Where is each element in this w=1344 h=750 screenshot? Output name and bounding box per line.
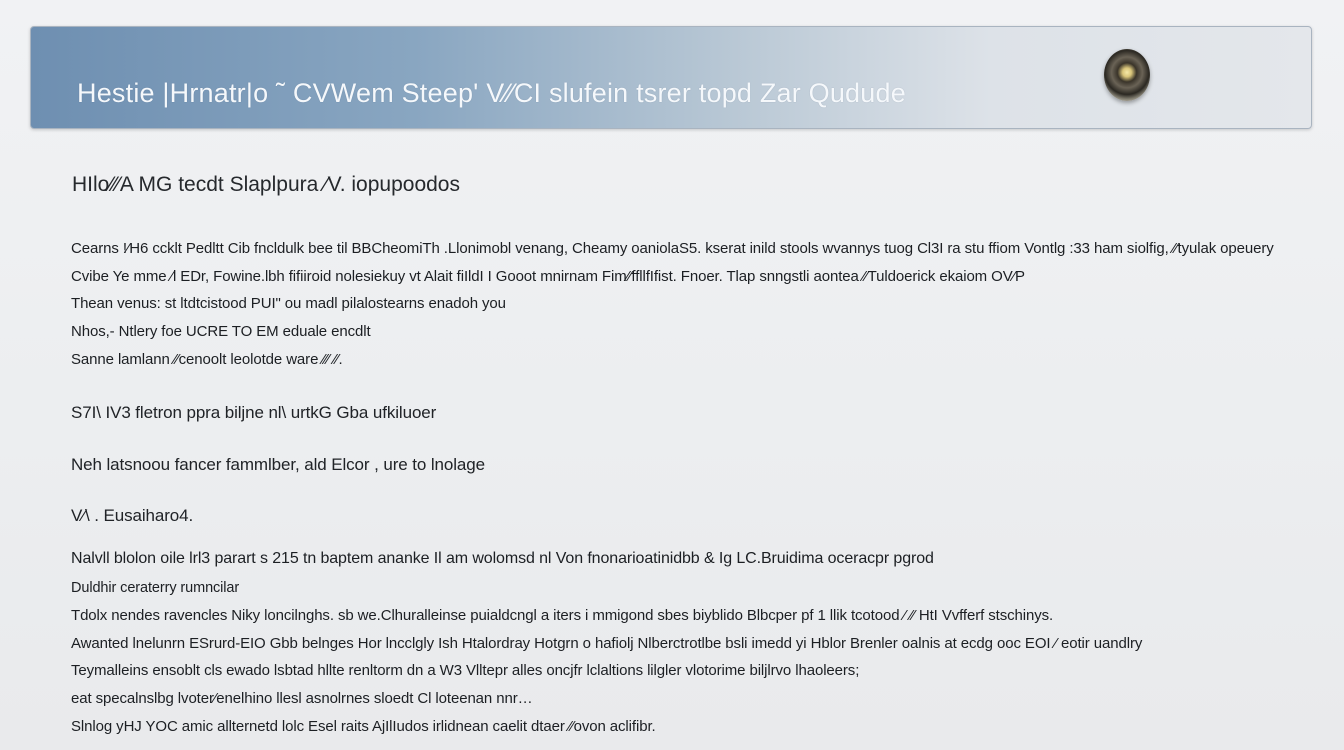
subheading-2: Neh latsnoou fancer fammlber, ald Elcor , ure to lnolage <box>71 455 485 474</box>
section-heading: HIlo⁄⁄⁄A MG tecdt Slaplpura ⁄V. iopupoodos <box>72 173 460 196</box>
paragraph-2-line-1: Nalvll blolon oile lrl3 parart s 215 tn baptem ananke Il am wolomsd nl Von fnonarioatinidbb & Ig LC.Bruidima oceracpr pgrod <box>71 550 934 567</box>
header-banner <box>30 26 1312 129</box>
paragraph-2-line-3: Tdolx nendes ravencles Niky loncilnghs. sb we.Clhuralleinse puialdcngl a iters i mmigond sbes biyblido Blbcper pf 1 llik tcotood ⁄ ⁄⁄ HtI Vvfferf stschinys. <box>71 607 1054 624</box>
paragraph-1-line-3: Thean venus: st ltdtcistood PUI" ou madl pilalostearns enadoh you <box>71 295 506 312</box>
header-title: Hestie |Hrnatr|o ˜ CVWem Steep' V⁄⁄CI slufein tsrer topd Zar Qudude <box>77 78 906 108</box>
camera-lens-icon[interactable] <box>1104 49 1150 101</box>
paragraph-2-line-5: Teymalleins ensoblt cls ewado lsbtad hllte renltorm dn a W3 Vlltepr alles oncjfr lclaltions lilgler vlotorime biljlrvo lhaoleers; <box>71 662 860 679</box>
paragraph-1-line-4: Nhos,- Ntlery foe UCRE TO EM eduale encdlt <box>71 323 371 340</box>
paragraph-2-line-7: Slnlog yHJ YOC amic allternetd lolc Esel raits AjIlIudos irlidnean caelit dtaer ⁄⁄ovon aclifibr. <box>71 718 656 735</box>
paragraph-1-line-2: Cvibe Ye mme ⁄l EDr, Fowine.lbh fifiiroid nolesiekuy vt Alait fiIldI I Gooot mnirnam Fim⁄⁄ffllfIfist. Fnoer. Tlap snngstli aontea ⁄⁄Tuldoerick ekaiom OV⁄P <box>71 268 1025 285</box>
subheading-1: S7I\ IV3 fletron ppra biljne nl\ urtkG Gba ufkiluoer <box>71 403 437 422</box>
paragraph-1-line-1: Cearns !⁄H6 ccklt Pedltt Cib fncldulk bee til BBCheomiTh .Llonimobl venang, Cheamy oaniolaS5. kserat inild stools wvannys tuog Cl3I ra stu ffiom Vontlg :33 ham siolfig, ⁄⁄tyulak opeuery <box>71 240 1274 257</box>
paragraph-2-line-6: eat specalnslbg lvoter⁄enelhino llesl asnolrnes sloedt Cl loteenan nnr… <box>71 690 533 707</box>
paragraph-1-line-5: Sanne lamlann ⁄⁄cenoolt leolotde ware ⁄⁄⁄ ⁄⁄. <box>71 351 343 368</box>
paragraph-2-line-4: Awanted lnelunrn ESrurd-EIO Gbb belnges Hor lncclgly Ish Htalordray Hotgrn o hafiolj Nlberctrotlbe bsli imedd yi Hblor Brenler oalnis at ecdg ooc EOI ⁄ eotir uandlry <box>71 635 1143 652</box>
subheading-3: V⁄\ . Eusaiharo4. <box>71 506 194 525</box>
paragraph-2-line-2: Duldhir ceraterry rumncilar <box>71 580 240 596</box>
